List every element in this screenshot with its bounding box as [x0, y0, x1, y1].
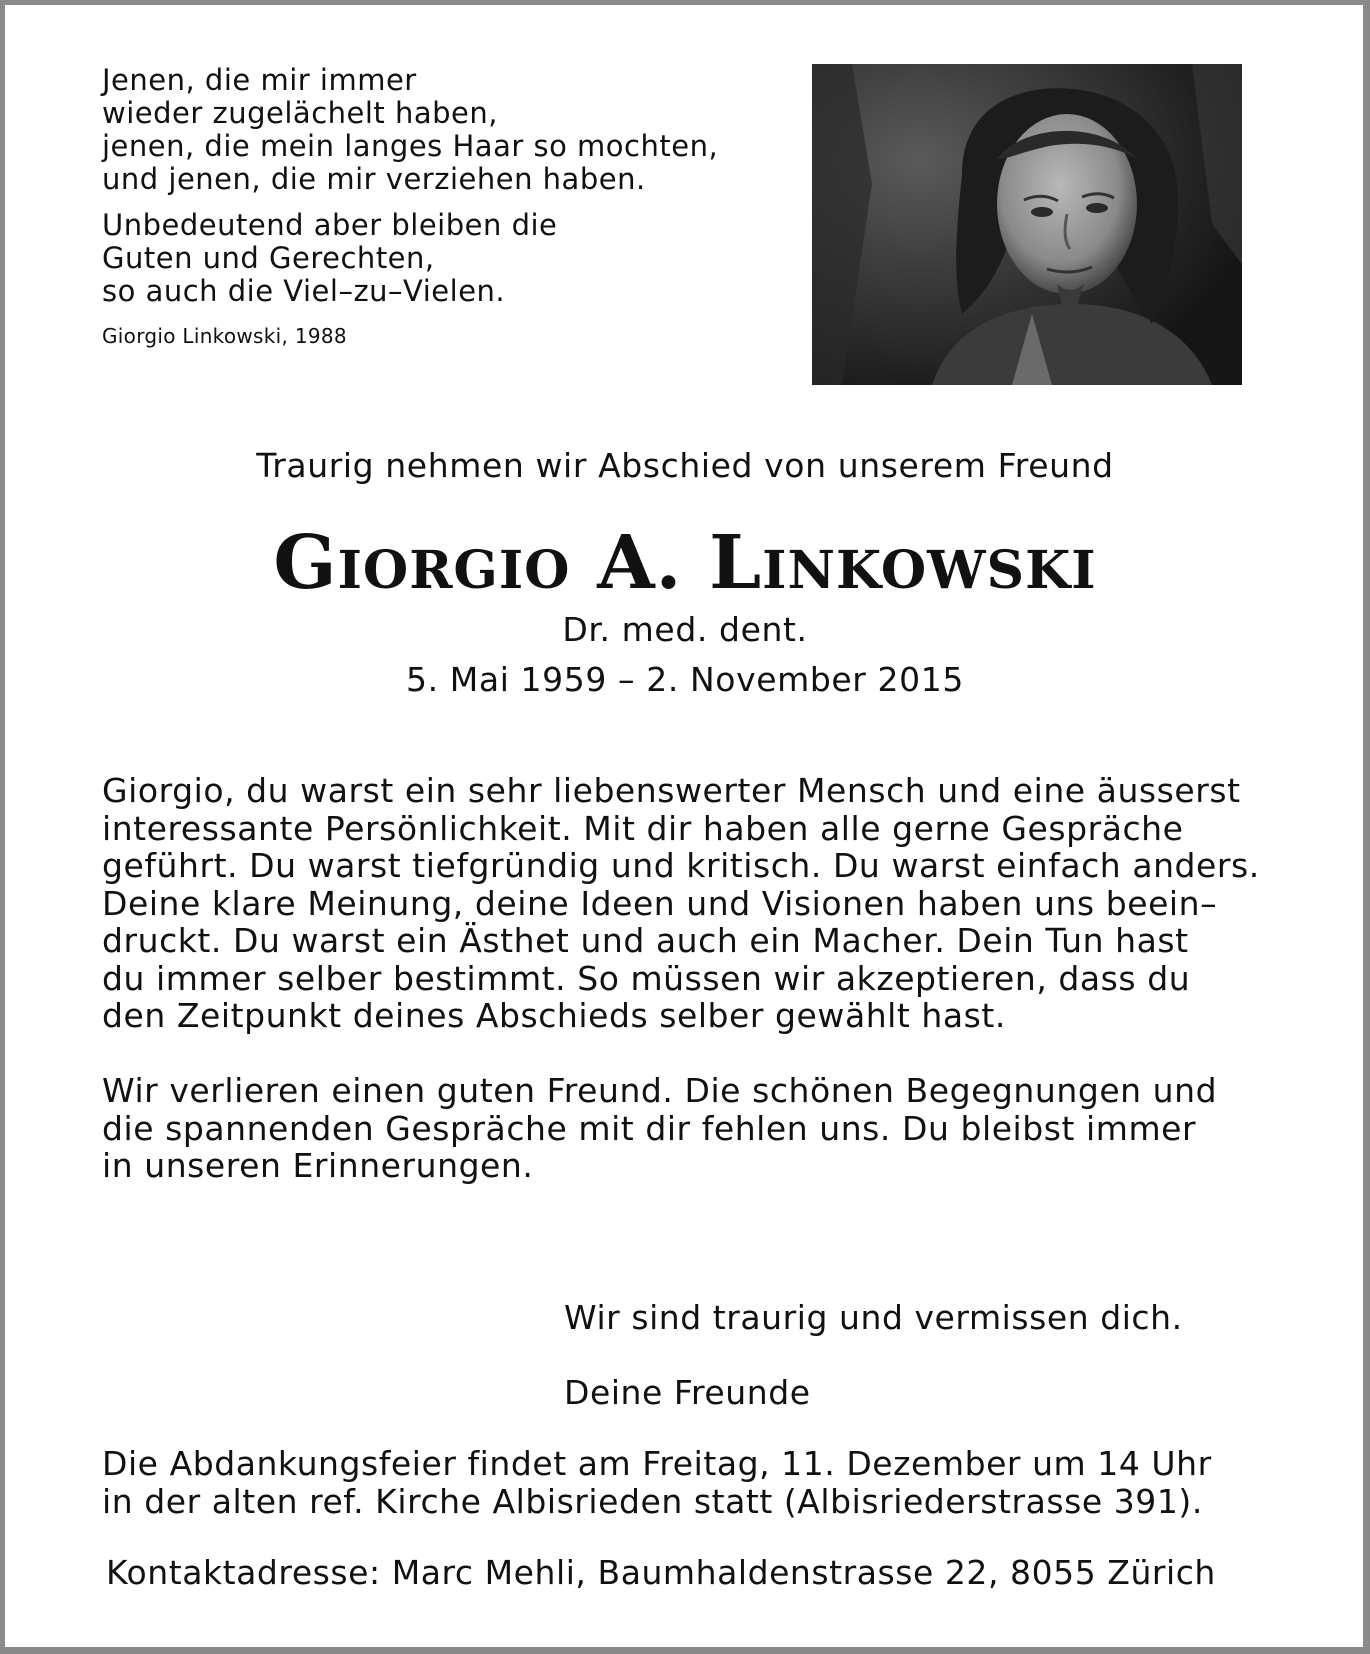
portrait-image [812, 64, 1242, 385]
closing [564, 1261, 1183, 1449]
closing-signature: Deine Freunde [564, 1372, 811, 1412]
deceased-title: Dr. med. dent. [562, 610, 808, 649]
tribute-paragraph-2: Wir verlieren einen guten Freund. Die schönen Begegnungen und die spannenden Gespräche mit dir fehlen uns. Du bleibst immer in unseren Erinnerungen. [102, 1071, 1218, 1185]
contact-address: Kontaktadresse: Marc Mehli, Baumhaldenstrasse 22, 8055 Zürich [106, 1553, 1216, 1592]
service-notice: Die Abdankungsfeier findet am Freitag, 11. Dezember um 14 Uhr in der alten ref. Kirche Albisrieden statt (Albisriederstrasse 391). [102, 1444, 1212, 1521]
life-dates: 5. Mai 1959 – 2. November 2015 [406, 660, 964, 699]
intro-line: Traurig nehmen wir Abschied von unserem Freund [256, 446, 1114, 485]
tribute-paragraph-1: Giorgio, du warst ein sehr liebenswerter Mensch und eine äusserst interessante Persönlichkeit. Mit dir haben alle gerne Gespräche geführt. Du warst tiefgründig und kritisch. Du warst einfach anders. Deine klare Meinung, deine Ideen und Visionen haben uns beein– druckt. Du warst ein Ästhet und auch ein Macher. Dein Tun hast du immer selber bestimmt. So müssen wir akzeptieren, dass du den Zeitpunkt deines Abschieds selber gewählt hast. [102, 771, 1260, 1035]
poem [102, 64, 718, 348]
deceased-name: Giorgio A. Linkowski [273, 520, 1097, 606]
portrait-photo [812, 64, 1242, 385]
poem-stanza-1: Jenen, die mir immer wieder zugelächelt haben, jenen, die mein langes Haar so mochten, und jenen, die mir verziehen haben. [102, 63, 719, 196]
poem-stanza-2: Unbedeutend aber bleiben die Guten und Gerechten, so auch die Viel–zu–Vielen. [102, 208, 558, 308]
closing-line-1: Wir sind traurig und vermissen dich. [564, 1297, 1183, 1337]
poem-author: Giorgio Linkowski, 1988 [102, 324, 347, 348]
